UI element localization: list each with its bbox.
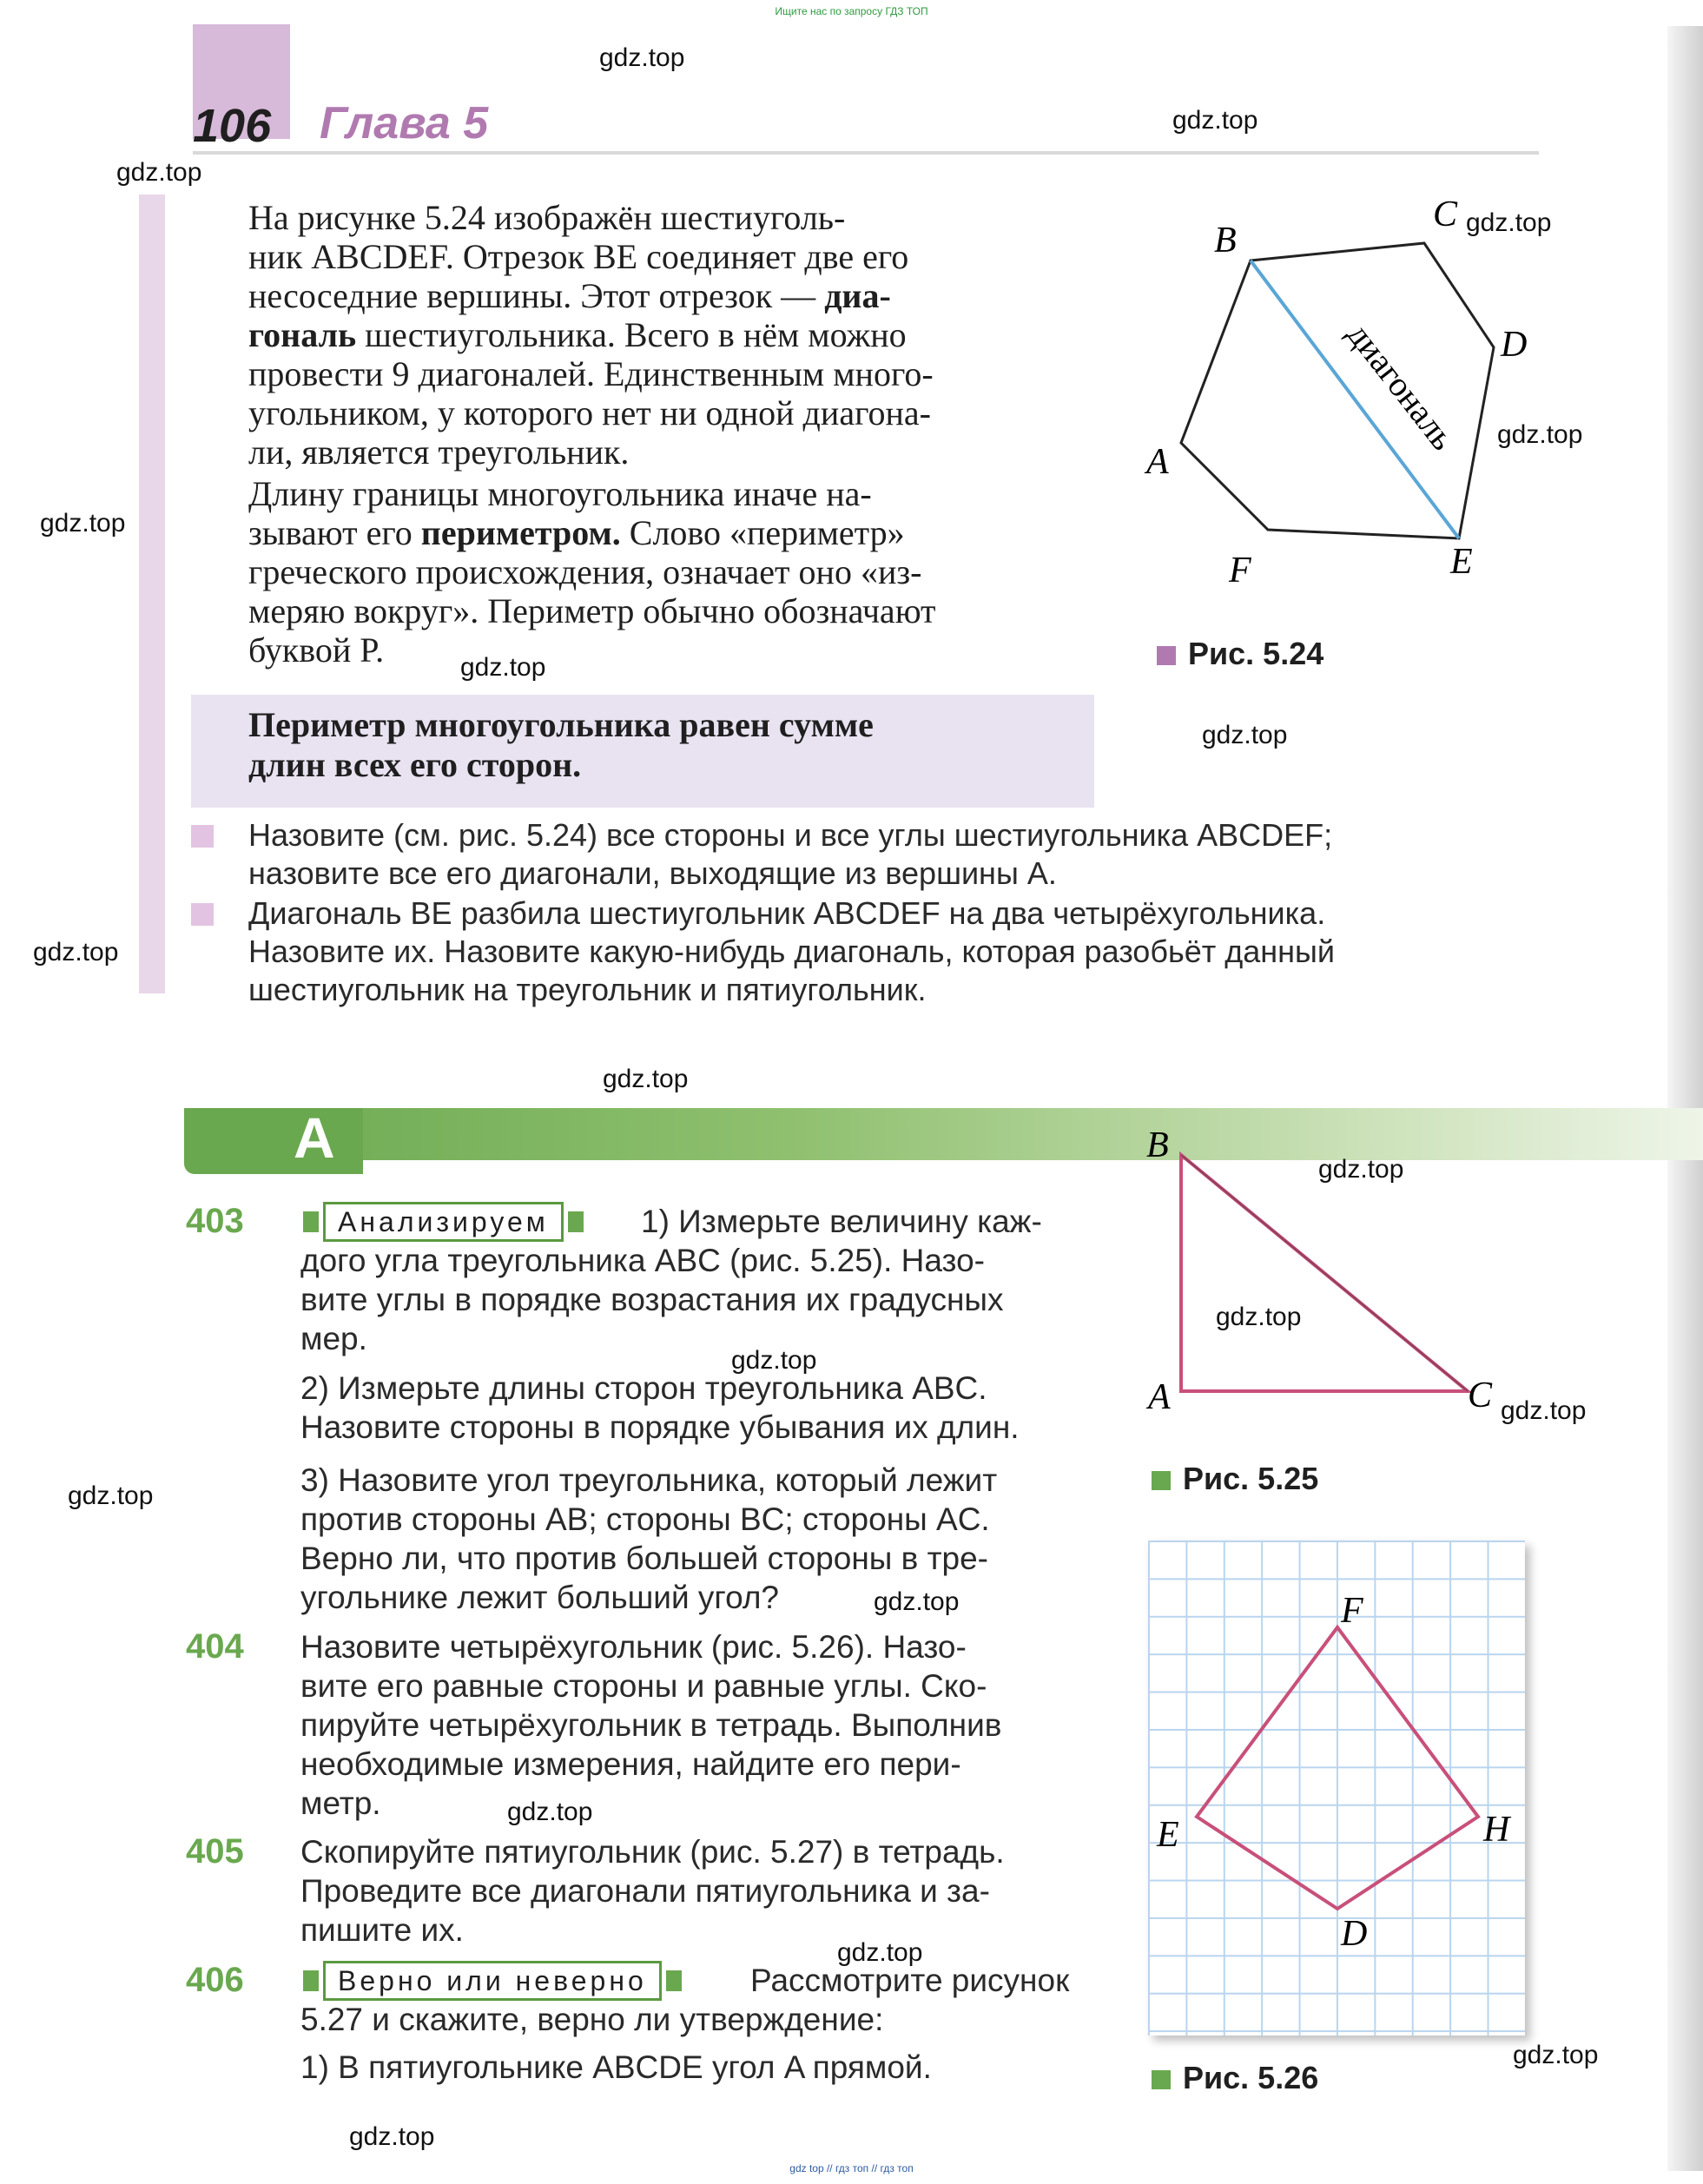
header-rule [193, 151, 1539, 155]
vertex-b-label: B [1214, 221, 1237, 261]
watermark: gdz.top [349, 2122, 435, 2151]
watermark: gdz.top [33, 938, 119, 967]
p1-line-c: несоседние вершины. Этот отрезок — диа- [248, 276, 891, 315]
exercise-406-tag: Верно или неверно [323, 1961, 662, 2001]
watermark: gdz.top [1202, 721, 1288, 749]
exercise-404-number: 404 [186, 1627, 244, 1666]
question-marker-1 [191, 825, 214, 848]
triangle-hypotenuse-shadow [1181, 1155, 1468, 1391]
watermark: gdz.top [1216, 1303, 1302, 1331]
caption-marker-green-2 [1152, 2070, 1171, 2089]
e403-line-9: Верно ли, что против большей стороны в тре- [300, 1541, 988, 1576]
quad-vertex-d: D [1341, 1914, 1368, 1954]
watermark: gdz.top [603, 1065, 689, 1093]
p1-line-g: ли, является треугольник. [248, 432, 630, 472]
watermark: gdz.top [40, 509, 126, 538]
p2-line-b: зывают его периметром. Слово «периметр» [248, 513, 905, 552]
p2-line-e: буквой P. [248, 630, 385, 670]
exercise-403-tag: Анализируем [323, 1202, 564, 1242]
q1-line-b: назовите все его диагонали, выходящие из вершины A. [248, 855, 1057, 891]
vertex-d-label: D [1501, 325, 1528, 365]
figure-5-25-caption: Рис. 5.25 [1152, 1461, 1318, 1497]
section-letter: А [294, 1105, 335, 1170]
watermark: gdz.top [731, 1346, 817, 1375]
diagonal-label: диагональ [1339, 314, 1463, 458]
quad-vertex-f: F [1341, 1591, 1363, 1631]
e403-line-4: мер. [300, 1321, 367, 1356]
question-marker-2 [191, 903, 214, 926]
vertex-a-label: A [1146, 442, 1169, 482]
question-2 [248, 894, 1534, 1009]
p1-line-d: гональ шестиугольника. Всего в нём можно [248, 315, 907, 354]
e403-line-8: против стороны AB; стороны BC; стороны AC. [300, 1501, 990, 1537]
e405-line-1: Скопируйте пятиугольник (рис. 5.27) в тетрадь. [300, 1834, 1005, 1870]
page-edge-shade [1667, 26, 1703, 2171]
watermark: gdz.top [1513, 2041, 1599, 2069]
watermark: gdz.top [874, 1587, 960, 1616]
p1-line-a: На рисунке 5.24 изображён шестиуголь- [248, 198, 846, 237]
watermark: gdz.top [1497, 420, 1583, 449]
q2-line-a: Диагональ BE разбила шестиугольник ABCDEF на два четырёхугольника. [248, 895, 1326, 931]
q2-line-b: Назовите их. Назовите какую-нибудь диагональ, которая разобьёт данный [248, 934, 1335, 969]
p1-line-e: провести 9 диагоналей. Единственным много- [248, 354, 934, 393]
watermark: gdz.top [837, 1938, 923, 1967]
watermark: gdz.top [1466, 208, 1552, 237]
quad-vertex-h: H [1483, 1810, 1510, 1850]
vertex-e-label: E [1450, 542, 1473, 582]
rule-line-2: длин всех его сторон. [248, 745, 582, 784]
e403-line-6: Назовите стороны в порядке убывания их длин. [300, 1409, 1020, 1445]
q1-line-a: Назовите (см. рис. 5.24) все стороны и все углы шестиугольника ABCDEF; [248, 817, 1333, 853]
e404-line-1: Назовите четырёхугольник (рис. 5.26). Назо- [300, 1629, 967, 1665]
e403-line-1: 1) Измерьте величину каж- [641, 1204, 1042, 1239]
e406-line-1: Рассмотрите рисунок [750, 1963, 1070, 1998]
exercise-406-number: 406 [186, 1961, 244, 1999]
intro-paragraph-2 [248, 474, 1099, 670]
rule-text [248, 705, 1082, 785]
watermark: gdz.top [116, 158, 202, 187]
p2-line-a: Длину границы многоугольника иначе на- [248, 474, 872, 513]
e403-line-3: вите углы в порядке возрастания их градусных [300, 1282, 1004, 1317]
e405-line-3: пишите их. [300, 1912, 464, 1948]
top-note: Ищите нас по запросу ГДЗ ТОП [775, 5, 928, 17]
figure-5-24-caption: Рис. 5.24 [1157, 636, 1323, 672]
bottom-note: gdz top // гдз топ // гдз топ [789, 2162, 914, 2174]
triangle-vertex-a: A [1148, 1377, 1171, 1417]
watermark: gdz.top [1172, 106, 1258, 135]
triangle-vertex-b: B [1146, 1125, 1169, 1165]
watermark: gdz.top [460, 653, 546, 682]
e403-line-2: дого угла треугольника ABC (рис. 5.25). Назо- [300, 1243, 986, 1278]
p1-line-f: угольником, у которого нет ни одной диагона- [248, 393, 931, 432]
theory-sidebar [139, 195, 165, 993]
watermark: gdz.top [599, 43, 685, 72]
e404-line-4: необходимые измерения, найдите его пери- [300, 1746, 961, 1782]
watermark: gdz.top [507, 1798, 593, 1826]
section-tab [184, 1108, 363, 1174]
quad-vertex-e: E [1157, 1815, 1179, 1855]
figure-5-26 [1148, 1541, 1525, 2036]
watermark: gdz.top [68, 1481, 154, 1510]
triangle-vertex-c: C [1468, 1376, 1493, 1415]
e403-line-7: 3) Назовите угол треугольника, который лежит [300, 1462, 998, 1498]
watermark: gdz.top [1501, 1396, 1587, 1425]
q2-line-c: шестиугольник на треугольник и пятиугольник. [248, 972, 927, 1007]
e405-line-2: Проведите все диагонали пятиугольника и за- [300, 1873, 990, 1909]
caption-marker-green [1152, 1471, 1171, 1490]
question-1 [248, 816, 1534, 893]
e404-line-3: пируйте четырёхугольник в тетрадь. Выполнив [300, 1707, 1002, 1743]
e403-line-5: 2) Измерьте длины сторон треугольника ABC. [300, 1370, 987, 1406]
chapter-title: Глава 5 [320, 98, 489, 148]
exercise-405-number: 405 [186, 1832, 244, 1871]
e406-line-2: 5.27 и скажите, верно ли утверждение: [300, 2002, 884, 2037]
p2-line-c: греческого происхождения, означает оно «из- [248, 552, 922, 591]
hexagon-shape [1181, 243, 1494, 538]
caption-marker [1157, 646, 1176, 665]
figure-5-26-caption: Рис. 5.26 [1152, 2060, 1318, 2096]
vertex-c-label: C [1433, 195, 1458, 234]
e404-line-5: метр. [300, 1785, 381, 1821]
e404-line-2: вите его равные стороны и равные углы. Ско- [300, 1668, 987, 1704]
exercise-403-number: 403 [186, 1202, 244, 1240]
page-number: 106 [193, 100, 272, 152]
e403-line-10: угольнике лежит больший угол? [300, 1580, 780, 1615]
rule-line-1: Периметр многоугольника равен сумме [248, 705, 874, 744]
watermark: gdz.top [1318, 1155, 1404, 1184]
e406-line-3: 1) В пятиугольнике ABCDE угол A прямой. [300, 2049, 932, 2085]
quadrilateral-shape [1197, 1627, 1478, 1909]
p2-line-d: меряю вокруг». Периметр обычно обозначают [248, 591, 936, 630]
vertex-f-label: F [1229, 551, 1251, 591]
p1-line-b: ник ABCDEF. Отрезок BE соединяет две его [248, 237, 909, 276]
intro-paragraph-1 [248, 198, 1099, 472]
